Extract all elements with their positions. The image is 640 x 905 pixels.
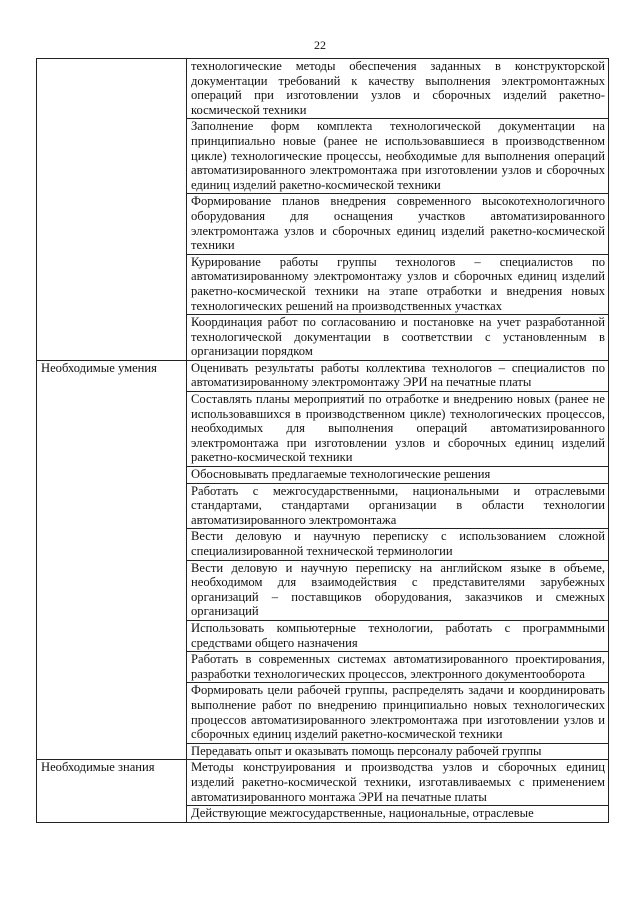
requirement-item: технологические методы обеспечения заданных в конструкторской документации требований к качеству выполнения электромонтажных операций при изготовлении узлов и сборочных изделий ракетно-космической техники [187, 59, 609, 119]
requirement-item: Координация работ по согласованию и постановке на учет разработанной технологической документации в соответствии с установленным в организации порядком [187, 315, 609, 361]
table-row [37, 360, 609, 391]
requirement-item: Формирование планов внедрения современного высокотехнологичного оборудования для оснащения участков автоматизированного электромонтажа узлов и сборочных единиц изделий ракетно-космической техники [187, 194, 609, 254]
requirement-item: Формировать цели рабочей группы, распределять задачи и координировать выполнение работ по внедрению принципиально новых технологических процессов автоматизированного электромонтажа при изготовлении узлов и сборочных единиц изделий ракетно-космической техники [187, 683, 609, 743]
requirement-item: Работать с межгосударственными, национальными и отраслевыми стандартами, стандартами организации в области технологии автоматизированного электромонтажа [187, 483, 609, 529]
requirement-item: Действующие межгосударственные, национальные, отраслевые [187, 806, 609, 823]
section-label: Необходимые знания [37, 760, 187, 822]
requirement-item: Вести деловую и научную переписку на английском языке в объеме, необходимом для взаимодействия с представителями зарубежных организаций – поставщиков оборудования, заказчиков и смежных организаций [187, 560, 609, 620]
requirement-item: Использовать компьютерные технологии, работать с программными средствами общего назначения [187, 620, 609, 651]
requirement-item: Передавать опыт и оказывать помощь персоналу рабочей группы [187, 743, 609, 760]
requirement-item: Обосновывать предлагаемые технологические решения [187, 467, 609, 484]
requirement-item: Методы конструирования и производства узлов и сборочных единиц изделий ракетно-космической техники, изготавливаемых с применением автоматизированного монтажа ЭРИ на печатные платы [187, 760, 609, 806]
page-number: 22 [314, 38, 326, 52]
requirement-item: Работать в современных системах автоматизированного проектирования, разработки технологических процессов, электронного документооборота [187, 652, 609, 683]
requirement-item: Составлять планы мероприятий по отработке и внедрению новых (ранее не использовавшихся в производственном цикле) технологических процессов, необходимых для выполнения операций автоматизированного электромонтажа при изготовлении узлов и сборочных единиц изделий ракетно-космической техники [187, 392, 609, 467]
requirement-item: Курирование работы группы технологов – специалистов по автоматизированному электромонтажу узлов и сборочных единиц изделий ракетно-космической техники на этапе отработки и внедрения новых технологических решений на производственных участках [187, 254, 609, 314]
section-label [37, 59, 187, 361]
table-row [37, 760, 609, 806]
requirements-table [36, 58, 609, 823]
section-label: Необходимые умения [37, 360, 187, 759]
requirement-item: Вести деловую и научную переписку с использованием сложной специализированной технической терминологии [187, 529, 609, 560]
requirement-item: Оценивать результаты работы коллектива технологов – специалистов по автоматизированному электромонтажу ЭРИ на печатные платы [187, 360, 609, 391]
requirement-item: Заполнение форм комплекта технологической документации на принципиально новые (ранее не использовавшиеся в производственном цикле) технологические процессы, необходимые для выполнения операций автоматизированного электромонтажа при изготовлении узлов и сборочных единиц изделий ракетно-космической техники [187, 119, 609, 194]
requirements-table-body [37, 59, 609, 823]
table-row [37, 59, 609, 119]
